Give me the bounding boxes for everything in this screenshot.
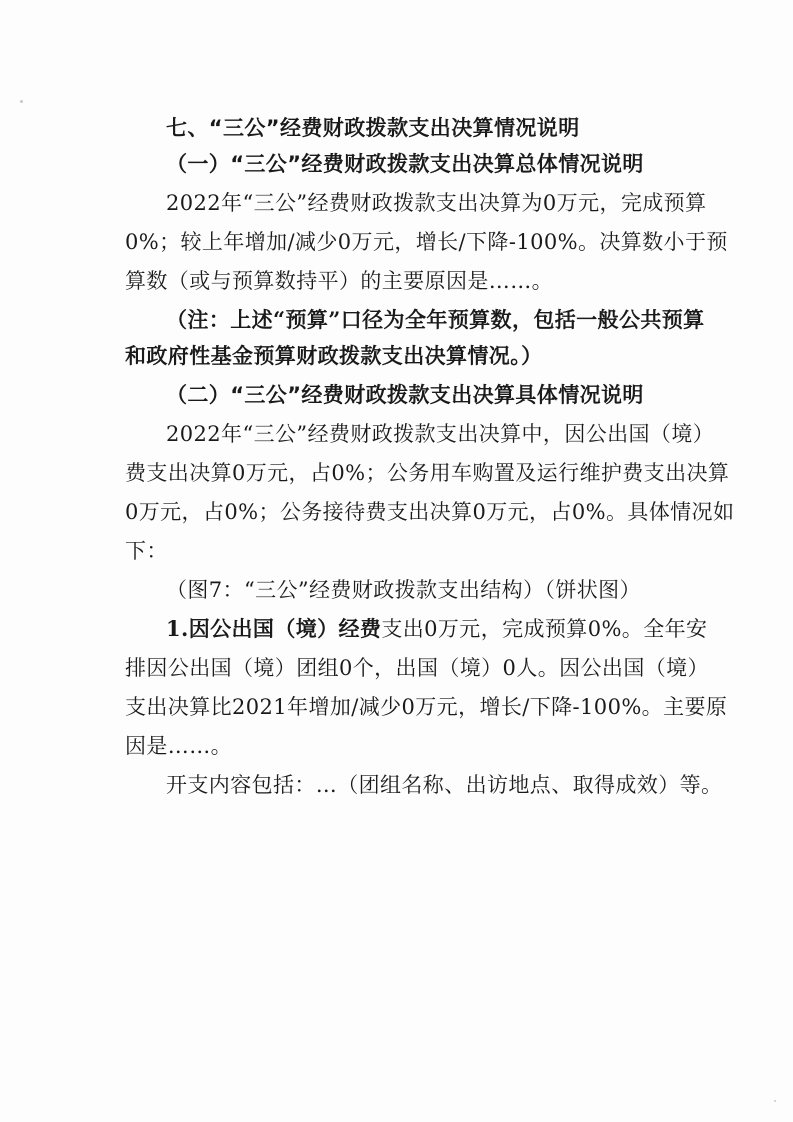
note-line-1: （注：上述“预算”口径为全年预算数，包括一般公共预算 xyxy=(166,307,705,332)
subsection-2-paragraph-line-2: 费支出决算0万元，占0%；公务用车购置及运行维护费支出决算 xyxy=(125,461,730,485)
section-heading: 七、“三公”经费财政拨款支出决算情况说明 xyxy=(166,116,580,140)
subsection-1-paragraph-line-1: 2022年“三公”经费财政拨款支出决算为0万元，完成预算 xyxy=(166,191,707,215)
item-1-line-1 xyxy=(166,615,707,643)
scan-speck xyxy=(20,100,23,103)
subsection-2-paragraph-line-4: 下： xyxy=(125,539,168,563)
scan-speck xyxy=(774,1100,776,1102)
item-1-line-1-rest: 支出0万元，完成预算0%。全年安 xyxy=(381,617,708,641)
item-1-line-2: 排因公出国（境）团组0个，出国（境）0人。因公出国（境） xyxy=(125,656,709,680)
figure-caption: （图7：“三公”经费财政拨款支出结构）（饼状图） xyxy=(166,578,641,602)
item-1-line-4: 因是……。 xyxy=(125,734,232,758)
subsection-1-heading: （一）“三公”经费财政拨款支出决算总体情况说明 xyxy=(166,152,644,176)
note-line-2: 和政府性基金预算财政拨款支出决算情况。） xyxy=(125,343,543,368)
subsection-2-paragraph-line-1: 2022年“三公”经费财政拨款支出决算中，因公出国（境） xyxy=(166,422,715,446)
subsection-1-paragraph-line-2: 0%；较上年增加/减少0万元，增长/下降-100%。决算数小于预 xyxy=(125,230,728,254)
subsection-2-heading: （二）“三公”经费财政拨款支出决算具体情况说明 xyxy=(166,383,644,407)
subsection-2-paragraph-line-3: 0万元，占0%；公务接待费支出决算0万元，占0%。具体情况如 xyxy=(125,500,735,524)
item-1-line-3: 支出决算比2021年增加/减少0万元，增长/下降-100%。主要原 xyxy=(125,695,728,719)
expense-content-line: 开支内容包括：…（团组名称、出访地点、取得成效）等。 xyxy=(166,773,723,797)
subsection-1-paragraph-line-3: 算数（或与预算数持平）的主要原因是……。 xyxy=(125,269,553,293)
item-1-title: 1.因公出国（境）经费 xyxy=(166,616,382,641)
